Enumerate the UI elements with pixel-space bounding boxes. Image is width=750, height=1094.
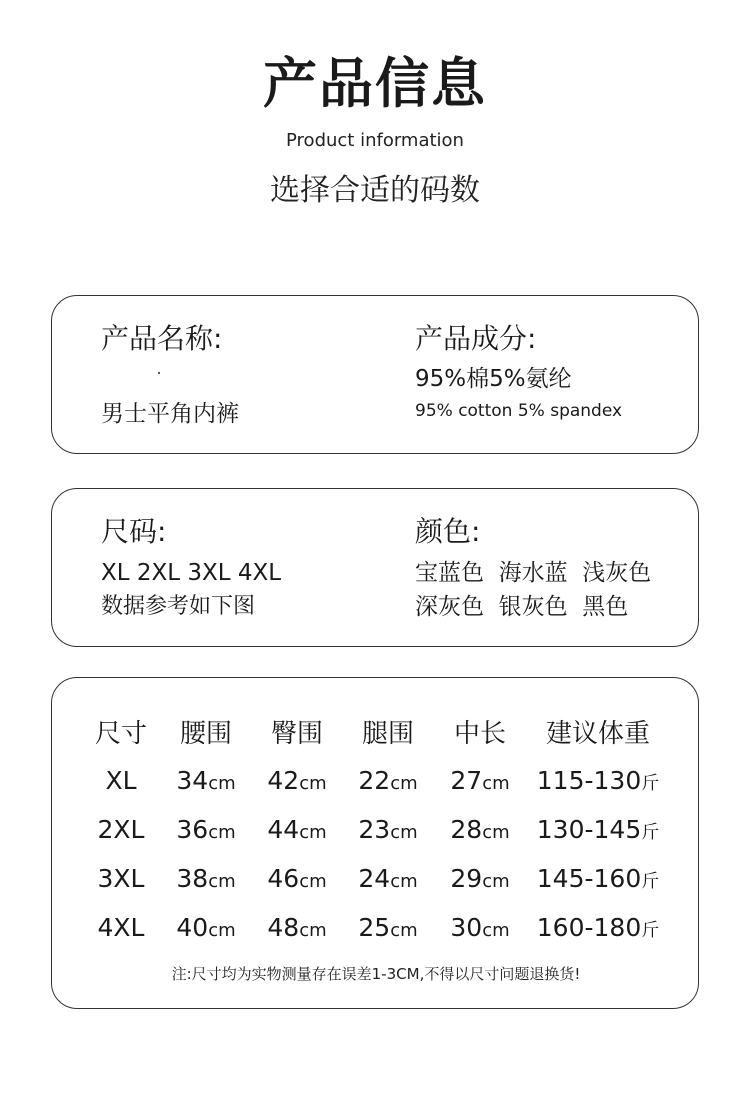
size-label: 尺码: [101,515,167,548]
table-row [82,903,670,952]
composition-label: 产品成分: [415,322,537,355]
small-dot [158,372,160,374]
cell-weight: 145-160斤 [536,864,660,893]
cell-waist: 38cm [176,864,236,893]
cell-leg: 23cm [358,815,418,844]
cell-hip: 46cm [267,864,327,893]
table-row [82,854,670,903]
cell-size: 4XL [97,913,145,942]
product-name-value: 男士平角内裤 [101,401,239,427]
size-disclaimer-note: 注:尺寸均为实物测量存在误差1-3CM,不得以尺寸问题退换货! [171,965,581,983]
cell-weight: 130-145斤 [536,815,660,844]
composition-cn: 95%棉5%氨纶 [415,366,572,392]
cell-waist: 34cm [176,766,236,795]
size-chart-card [51,677,699,1009]
cell-hip: 42cm [267,766,327,795]
header-size: 尺寸 [94,718,147,749]
table-row [82,756,670,805]
color-label: 颜色: [415,515,481,548]
cell-weight: 115-130斤 [536,766,660,795]
cell-weight: 160-180斤 [536,913,660,942]
size-note: 数据参考如下图 [101,594,256,619]
cell-leg: 25cm [358,913,418,942]
cell-hip: 48cm [267,913,327,942]
header-hip: 臀围 [270,718,323,749]
header-waist: 腰围 [179,718,232,749]
cell-leg: 24cm [358,864,418,893]
product-info-card [51,295,699,454]
size-table-header [82,706,670,756]
size-color-card [51,488,699,647]
cell-size: XL [105,766,137,795]
cell-leg: 22cm [358,766,418,795]
header-leg: 腿围 [361,718,414,749]
color-list-line2: 深灰色 银灰色 黑色 [415,594,629,620]
cell-size: 2XL [97,815,145,844]
cell-waist: 40cm [176,913,236,942]
cell-size: 3XL [97,864,145,893]
header-weight: 建议体重 [545,718,650,749]
cell-length: 27cm [450,766,510,795]
composition-en: 95% cotton 5% spandex [415,401,623,421]
cell-hip: 44cm [267,815,327,844]
color-list-line1: 宝蓝色 海水蓝 浅灰色 [415,560,652,586]
cell-length: 29cm [450,864,510,893]
page-title: 产品信息 [263,52,487,115]
table-row [82,805,670,854]
page-subtitle-en: Product information [286,130,464,151]
size-table [82,706,670,952]
product-name-label: 产品名称: [101,322,223,355]
cell-length: 30cm [450,913,510,942]
cell-waist: 36cm [176,815,236,844]
cell-length: 28cm [450,815,510,844]
size-list: XL 2XL 3XL 4XL [101,560,282,586]
header-length: 中长 [453,718,506,749]
page-subtitle-cn: 选择合适的码数 [270,173,480,208]
